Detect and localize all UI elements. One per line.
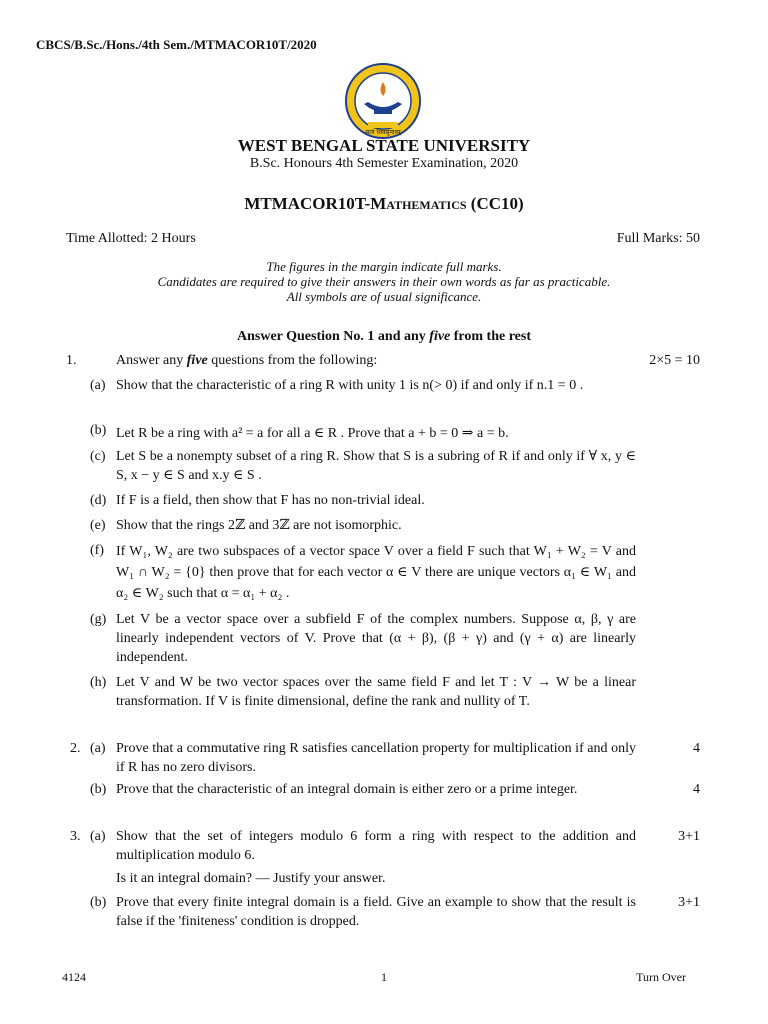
footer-paper-number: 4124 xyxy=(62,970,86,984)
part-marks: 3+1 xyxy=(678,829,700,844)
part-text: Let V and W be two vector spaces over the same field F and let T : V → W be a linear transformation. If V is finite dimensional, define the rank and nullity of T. xyxy=(116,675,636,709)
part-text: Prove that the characteristic of an integral domain is either zero or a prime integer. xyxy=(116,782,578,797)
part-label: (b) xyxy=(90,895,107,910)
question-marks: 2×5 = 10 xyxy=(649,353,700,368)
part-label: (c) xyxy=(90,449,106,464)
intro-text: Answer any xyxy=(116,353,187,368)
exam-title: B.Sc. Honours 4th Semester Examination, 2020 xyxy=(249,156,519,171)
part-text: Prove that every finite integral domain is a field. Give an example to show that the result is false if the 'finiteness' condition is dropped. xyxy=(116,895,636,929)
part-text: If F is a field, then show that F has no non-trivial ideal. xyxy=(116,493,425,508)
answer-emphasis: five xyxy=(429,329,451,344)
paper-code: MTMACOR10T- xyxy=(244,194,371,213)
part-text: Show that the set of integers modulo 6 form a ring with respect to the addition and multiplication modulo 6. xyxy=(116,829,636,863)
university-name: WEST BENGAL STATE UNIVERSITY xyxy=(237,136,531,155)
part-marks: 4 xyxy=(693,741,700,756)
part-text: Let R be a ring with a² = a for all a ∈ R . Prove that a + b = 0 ⇒ a = b. xyxy=(116,426,509,441)
part-label: (a) xyxy=(90,741,106,756)
footer-page-number: 1 xyxy=(381,970,387,984)
question-number: 1. xyxy=(66,353,77,368)
question-number: 2. xyxy=(70,741,81,756)
part-text: If W₁, W₂ are two subspaces of a vector space V over a field F such that W₁ + W₂ = V and W₁ ∩ W₂ = {0} then prove that for each vector α ∈ V there are unique vectors α₁ ∈ W₁ and α₂ ∈ W₂ such that α = α₁ + α₂ . xyxy=(116,544,636,601)
question-number: 3. xyxy=(70,829,81,844)
instruction-line: The figures in the margin indicate full marks. xyxy=(266,259,502,274)
part-label: (d) xyxy=(90,493,107,508)
answer-directive xyxy=(0,327,768,346)
part-text: Show that the rings 2ℤ and 3ℤ are not isomorphic. xyxy=(116,518,402,533)
part-text: Let V be a vector space over a subfield F of the complex numbers. Suppose α, β, γ are linearly independent vectors of V. Prove that (α + β), (β + γ) and (γ + α) are linearly independent. xyxy=(116,612,636,665)
question-intro xyxy=(116,351,636,370)
part-label: (a) xyxy=(90,378,106,393)
part-label: (g) xyxy=(90,612,107,627)
part-text: Show that the characteristic of a ring R with unity 1 is n(> 0) if and only if n.1 = 0 . xyxy=(116,378,584,393)
instruction-line: Candidates are required to give their answers in their own words as far as practicable. xyxy=(157,274,611,289)
footer-turn-over: Turn Over xyxy=(636,970,686,984)
part-label: (a) xyxy=(90,829,106,844)
intro-text: questions from the following: xyxy=(207,353,378,368)
part-text: Prove that a commutative ring R satisfies cancellation property for multiplication if and only if R has no zero divisors. xyxy=(116,741,636,775)
part-label: (f) xyxy=(90,543,104,558)
full-marks: Full Marks: 50 xyxy=(616,231,700,246)
paper-subject: Mathematics xyxy=(370,194,467,213)
paper-title xyxy=(0,194,768,213)
time-allotted: Time Allotted: 2 Hours xyxy=(66,231,196,246)
part-label: (e) xyxy=(90,518,106,533)
part-label: (b) xyxy=(90,782,107,797)
paper-code-header: CBCS/B.Sc./Hons./4th Sem./MTMACOR10T/2020 xyxy=(36,37,317,52)
part-extra-text: Is it an integral domain? — Justify your answer. xyxy=(116,871,386,886)
part-label: (h) xyxy=(90,675,107,690)
instruction-line: All symbols are of usual significance. xyxy=(286,289,482,304)
part-marks: 4 xyxy=(693,782,700,797)
part-text: Let S be a nonempty subset of a ring R. Show that S is a subring of R if and only if ∀ x, y ∈ S, x − y ∈ S and x.y ∈ S . xyxy=(116,449,636,483)
logo-motto: सत्यं शिवसुन्दरम् xyxy=(365,129,401,136)
part-label: (b) xyxy=(90,423,107,438)
answer-text: Answer Question No. 1 and any xyxy=(237,329,430,344)
instructions xyxy=(0,259,768,304)
part-marks: 3+1 xyxy=(678,895,700,910)
paper-suffix: (CC10) xyxy=(466,194,524,213)
answer-text: from the rest xyxy=(450,329,531,344)
intro-emphasis: five xyxy=(186,353,208,368)
